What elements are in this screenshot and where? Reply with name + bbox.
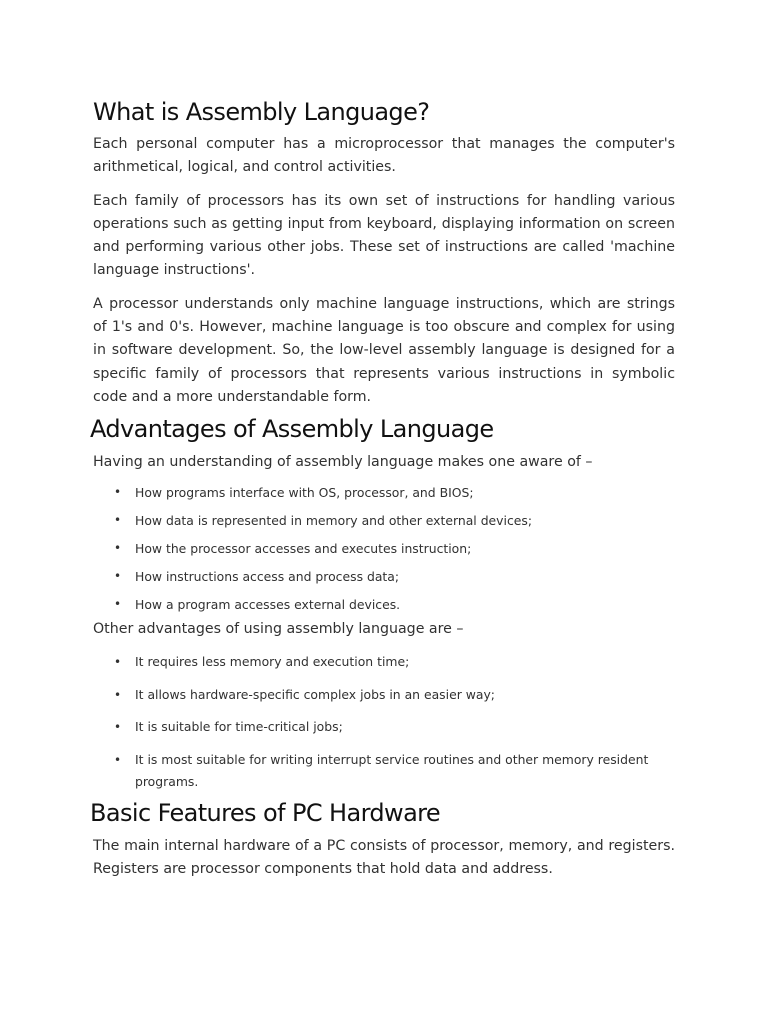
section-heading-advantages: Advantages of Assembly Language <box>90 415 494 444</box>
bullet-icon: • <box>114 541 122 556</box>
list-item <box>93 684 675 706</box>
bullet-icon: • <box>114 513 122 528</box>
paragraph: The main internal hardware of a PC consists of processor, memory, and registers. Registers are processor components that hold data and address. <box>93 837 675 878</box>
awareness-list <box>93 484 675 613</box>
list-intro: Other advantages of using assembly language are – <box>93 621 464 638</box>
list-item <box>93 540 675 557</box>
paragraph: Each family of processors has its own set of instructions for handling various operations such as getting input from keyboard, displaying information on screen and performing various other jobs. These set of instructions are called 'machine language instructions'. <box>93 192 675 279</box>
list-item <box>93 484 675 501</box>
bullet-icon: • <box>114 655 122 670</box>
list-item-text: How programs interface with OS, processor, and BIOS; <box>135 485 474 501</box>
list-item-text: It is most suitable for writing interrupt service routines and other memory resident programs. <box>135 751 649 789</box>
list-item <box>93 749 675 793</box>
section-heading-what-is-assembly: What is Assembly Language? <box>93 98 430 126</box>
bullet-icon: • <box>114 752 122 767</box>
other-advantages-list <box>93 651 675 793</box>
bullet-icon: • <box>114 569 122 584</box>
bullet-icon: • <box>114 720 122 735</box>
paragraph: A processor understands only machine language instructions, which are strings of 1's and 0's. However, machine language is too obscure and complex for using in software development. So, the low-level assembly language is designed for a specific family of processors that represents various instructions in symbolic code and a more understandable form. <box>93 295 675 405</box>
list-item-text: It is suitable for time-critical jobs; <box>135 719 343 735</box>
list-item-text: How the processor accesses and executes instruction; <box>135 541 472 557</box>
list-item <box>93 568 675 585</box>
list-item <box>93 716 675 738</box>
section-heading-pc-hardware: Basic Features of PC Hardware <box>90 798 441 827</box>
bullet-icon: • <box>114 687 122 702</box>
list-intro: Having an understanding of assembly language makes one aware of – <box>93 454 593 471</box>
list-item <box>93 512 675 529</box>
list-item <box>93 596 675 613</box>
bullet-icon: • <box>114 597 122 612</box>
list-item-text: How data is represented in memory and other external devices; <box>135 513 533 529</box>
list-item-text: How a program accesses external devices. <box>135 597 401 613</box>
paragraph: Each personal computer has a microprocessor that manages the computer's arithmetical, logical, and control activities. <box>93 136 675 176</box>
document-page <box>90 96 675 881</box>
list-item-text: How instructions access and process data; <box>135 569 400 585</box>
list-item-text: It requires less memory and execution time; <box>135 654 410 670</box>
list-item <box>93 651 675 673</box>
bullet-icon: • <box>114 485 122 500</box>
list-item-text: It allows hardware-specific complex jobs in an easier way; <box>135 686 495 702</box>
